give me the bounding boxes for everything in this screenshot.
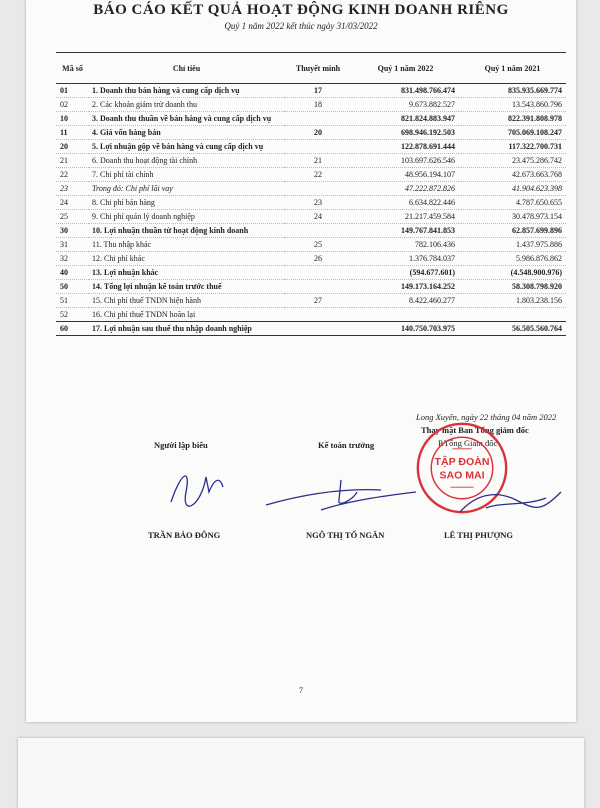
row-code: 22 [56,168,89,182]
table-row [56,112,566,126]
svg-text:SAO MAI: SAO MAI [439,469,485,482]
row-note: 18 [284,98,352,112]
table-row [56,252,566,266]
row-code: 51 [56,294,89,308]
row-value-2022: 48.956.194.107 [352,168,459,182]
table-row [56,196,566,210]
row-value-2022: 6.634.822.446 [352,196,459,210]
row-code: 10 [56,112,89,126]
table-row [56,98,566,112]
row-label: 3. Doanh thu thuần về bán hàng và cung cấp dịch vụ [89,112,284,126]
row-label: 11. Thu nhập khác [89,238,284,252]
row-code: 24 [56,196,89,210]
table-row [56,238,566,252]
table-row [56,266,566,280]
row-note [284,112,352,126]
row-value-2021: 56.505.560.764 [459,322,566,336]
row-note [284,140,352,154]
on-behalf-label: Thay mặt Ban Tổng giám đốc [421,425,529,435]
row-label: 4. Giá vốn hàng bán [89,126,284,140]
row-label: 2. Các khoản giảm trừ doanh thu [89,98,284,112]
row-value-2021 [459,308,566,322]
table-row [56,280,566,294]
row-label: 9. Chi phí quản lý doanh nghiệp [89,210,284,224]
table-row [56,126,566,140]
table-row [56,168,566,182]
row-value-2022: 140.750.703.975 [352,322,459,336]
report-title: BÁO CÁO KẾT QUẢ HOẠT ĐỘNG KINH DOANH RIÊNG [93,2,509,18]
row-value-2021: 1.437.975.886 [459,238,566,252]
row-note [284,182,352,196]
row-code: 50 [56,280,89,294]
row-label: 16. Chi phí thuế TNDN hoãn lại [89,308,284,322]
row-value-2022: 122.878.691.444 [352,140,459,154]
row-code: 02 [56,98,89,112]
row-label: 13. Lợi nhuận khác [89,266,284,280]
row-note: 23 [284,196,352,210]
row-value-2021: 5.986.876.862 [459,252,566,266]
row-value-2021: 42.673.663.768 [459,168,566,182]
row-code: 52 [56,308,89,322]
row-value-2021: 41.904.623.398 [459,182,566,196]
row-value-2021: 23.475.286.742 [459,154,566,168]
preparer-role: Người lập biểu [154,440,208,450]
report-page [26,0,576,722]
next-page [18,738,584,808]
row-value-2022: 149.173.164.252 [352,280,459,294]
accountant-name: NGÔ THỊ TỐ NGÂN [306,530,385,540]
row-code: 31 [56,238,89,252]
row-note [284,266,352,280]
accountant-signature [261,470,421,515]
row-label: 14. Tổng lợi nhuận kế toán trước thuế [89,280,284,294]
director-name: LÊ THỊ PHƯỢNG [444,530,513,540]
table-row [56,210,566,224]
table-header-row [56,53,566,84]
row-code: 20 [56,140,89,154]
col-header-item: Chỉ tiêu [89,53,284,84]
row-note [284,322,352,336]
preparer-signature [161,462,231,512]
deputy-label: P.Tổng Giám đốc [438,438,498,448]
row-code: 01 [56,84,89,98]
row-label: 8. Chi phí bán hàng [89,196,284,210]
row-value-2022: 9.673.882.527 [352,98,459,112]
row-code: 32 [56,252,89,266]
row-value-2022: 821.824.883.947 [352,112,459,126]
accountant-role: Kế toán trưởng [318,440,375,450]
row-label: Trong đó: Chi phí lãi vay [89,182,284,196]
report-subtitle: Quý 1 năm 2022 kết thúc ngày 31/03/2022 [224,21,378,31]
row-value-2022: 782.106.436 [352,238,459,252]
row-note [284,224,352,238]
row-note: 20 [284,126,352,140]
row-label: 5. Lợi nhuận gộp về bán hàng và cung cấp dịch vụ [89,140,284,154]
col-header-code: Mã số [56,53,89,84]
row-value-2021: 117.322.700.731 [459,140,566,154]
table-row [56,294,566,308]
row-value-2021: 62.857.699.896 [459,224,566,238]
table-row [56,84,566,98]
row-code: 21 [56,154,89,168]
row-value-2022: 698.946.192.503 [352,126,459,140]
row-note: 17 [284,84,352,98]
row-value-2021: 58.308.798.920 [459,280,566,294]
table-row [56,182,566,196]
row-value-2022 [352,308,459,322]
place-date: Long Xuyên, ngày 22 tháng 04 năm 2022 [416,412,557,422]
row-label: 12. Chi phí khác [89,252,284,266]
row-label: 7. Chi phí tài chính [89,168,284,182]
col-header-2022: Quý 1 năm 2022 [352,53,459,84]
row-label: 15. Chi phí thuế TNDN hiện hành [89,294,284,308]
row-label: 6. Doanh thu hoạt động tài chính [89,154,284,168]
row-value-2021: 1.803.238.156 [459,294,566,308]
row-label: 17. Lợi nhuận sau thuế thu nhập doanh nghiệp [89,322,284,336]
col-header-2021: Quý 1 năm 2021 [459,53,566,84]
table-row [56,154,566,168]
row-note: 25 [284,238,352,252]
row-code: 60 [56,322,89,336]
row-value-2021: 822.391.808.978 [459,112,566,126]
row-code: 30 [56,224,89,238]
row-code: 25 [56,210,89,224]
row-value-2021: (4.548.900.976) [459,266,566,280]
row-value-2022: 831.498.766.474 [352,84,459,98]
row-code: 23 [56,182,89,196]
director-signature [456,482,566,522]
row-note: 27 [284,294,352,308]
row-note: 22 [284,168,352,182]
row-code: 11 [56,126,89,140]
row-value-2022: 47.222.872.826 [352,182,459,196]
table-row [56,322,566,336]
income-statement-table [56,52,566,336]
row-value-2022: (594.677.601) [352,266,459,280]
row-value-2022: 149.767.841.853 [352,224,459,238]
page-number: 7 [299,686,303,695]
table-row [56,308,566,322]
table-row [56,224,566,238]
table-row [56,140,566,154]
row-value-2021: 30.478.973.154 [459,210,566,224]
row-value-2022: 8.422.460.277 [352,294,459,308]
row-value-2021: 13.543.860.796 [459,98,566,112]
row-value-2021: 705.069.108.247 [459,126,566,140]
row-note: 24 [284,210,352,224]
row-value-2021: 4.787.650.655 [459,196,566,210]
svg-text:TẬP ĐOÀN: TẬP ĐOÀN [434,456,490,469]
row-code: 40 [56,266,89,280]
preparer-name: TRẦN BẢO ĐÔNG [148,530,221,540]
row-label: 10. Lợi nhuận thuần từ hoạt động kinh doanh [89,224,284,238]
row-label: 1. Doanh thu bán hàng và cung cấp dịch vụ [89,84,284,98]
row-value-2022: 103.697.626.546 [352,154,459,168]
row-note [284,308,352,322]
row-note: 26 [284,252,352,266]
row-value-2022: 21.217.459.584 [352,210,459,224]
row-value-2022: 1.376.784.037 [352,252,459,266]
row-value-2021: 835.935.669.774 [459,84,566,98]
row-note: 21 [284,154,352,168]
col-header-note: Thuyết minh [284,53,352,84]
row-note [284,280,352,294]
